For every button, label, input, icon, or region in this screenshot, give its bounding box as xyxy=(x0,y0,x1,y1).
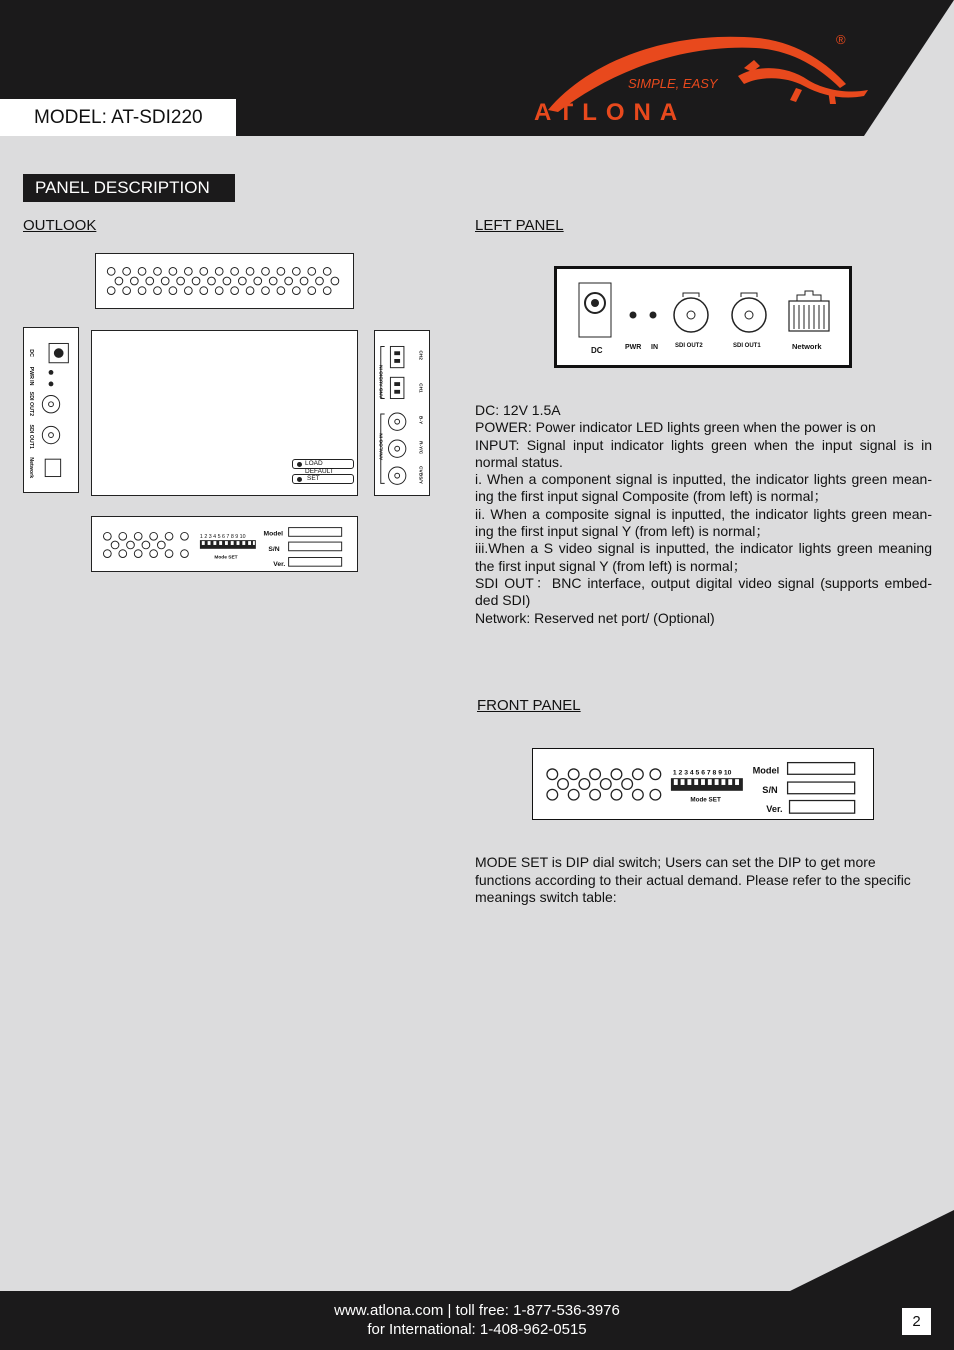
dip-numbers: 1 2 3 4 5 6 7 8 9 10 xyxy=(199,534,246,541)
left-label-network: Network xyxy=(792,342,822,351)
registered-mark: ® xyxy=(836,32,846,47)
side-label-cvbs-y: CVBS/Y xyxy=(417,466,423,484)
atlona-logo xyxy=(528,24,868,126)
mode-set-label: Mode SET xyxy=(214,555,238,561)
desc-input: INPUT: Signal input indicator lights green when the input signal is in normal status. xyxy=(475,436,932,470)
left-label-dc: DC xyxy=(591,346,603,355)
footer-website: www.atlona.com | toll free: 1-877-536-3976 xyxy=(334,1302,620,1319)
desc-composite: ii. When a composite signal is inputted, the indicator lights green mean-ing the first input signal Y (from left) is normal； xyxy=(475,505,932,540)
section-title: PANEL DESCRIPTION xyxy=(23,174,235,202)
side-label-sdi-out2: SDI OUT2 xyxy=(27,391,34,417)
outlook-front-view xyxy=(91,516,358,572)
left-label-sdi-out2: SDI OUT2 xyxy=(675,343,703,349)
side-label-r-y-c: R-Y/C xyxy=(417,440,423,455)
desc-power: POWER: Power indicator LED lights green when the power is on xyxy=(475,419,876,436)
side-label-sdi-out1: SDI OUT1 xyxy=(27,424,34,449)
outlook-right-side-view xyxy=(374,330,430,496)
page-number: 2 xyxy=(902,1308,931,1335)
left-panel-diagram xyxy=(554,266,852,368)
footer-international: for International: 1-408-962-0515 xyxy=(367,1321,587,1338)
footer-corner xyxy=(788,1210,954,1292)
logo-tagline: SIMPLE, EASY xyxy=(628,76,718,91)
field-sn-label: S/N xyxy=(268,545,280,553)
left-label-pwr: PWR xyxy=(625,344,642,351)
side-label-ch1: CH1 xyxy=(417,383,423,393)
front-mode-set-label: Mode SET xyxy=(690,796,721,804)
desc-network: Network: Reserved net port/ (Optional) xyxy=(475,609,715,626)
side-label-network: Network xyxy=(27,457,34,479)
led-icon xyxy=(297,462,302,467)
desc-sdi-out: SDI OUT：BNC interface, output digital video signal (supports embed-ded SDI) xyxy=(475,574,932,609)
front-field-model: Model xyxy=(752,765,780,776)
load-default-button xyxy=(292,459,354,475)
left-label-sdi-out1: SDI OUT1 xyxy=(733,343,761,349)
desc-component: i. When a component signal is inputted, the indicator lights green mean-ing the first input signal Composite (from left) is normal； xyxy=(475,471,932,505)
front-dip-numbers: 1 2 3 4 5 6 7 8 9 10 xyxy=(672,769,732,777)
field-model-label: Model xyxy=(263,530,284,538)
side-label-pwr: PWR xyxy=(27,366,34,379)
model-title: MODEL: AT-SDI220 xyxy=(0,99,236,136)
outlook-left-side-view xyxy=(23,327,79,493)
logo-brand: ATLONA xyxy=(534,99,687,126)
front-panel-description: MODE SET is DIP dial switch; Users can set the DIP to get more functions according to their actual demand. Please refer to the specific meanings switch table: xyxy=(475,854,911,905)
desc-dc: DC: 12V 1.5A xyxy=(475,402,561,418)
desc-svideo: iii.When a S video signal is inputted, the indicator lights green meaning the first input signal Y (from left) is normal； xyxy=(475,540,932,574)
side-label-analog-in: ANALOG IN xyxy=(379,433,385,461)
outlook-heading: OUTLOOK xyxy=(23,217,97,234)
outlook-main-view xyxy=(91,330,358,496)
front-panel-heading: FRONT PANEL xyxy=(477,697,581,714)
front-field-ver: Ver. xyxy=(766,804,783,815)
left-label-in: IN xyxy=(651,344,658,351)
front-panel-diagram xyxy=(532,748,874,820)
front-field-sn: S/N xyxy=(762,784,778,795)
set-button xyxy=(292,474,354,484)
side-label-in: IN xyxy=(27,380,34,386)
left-panel-heading: LEFT PANEL xyxy=(475,217,564,234)
header-corner-cut xyxy=(864,0,954,136)
led-icon xyxy=(297,477,302,482)
side-label-ch2: CH2 xyxy=(417,350,423,360)
left-panel-description xyxy=(475,402,932,627)
load-default-label: LOAD DEFAULT xyxy=(305,460,334,475)
side-label-b-y: B-Y xyxy=(417,415,423,425)
side-label-dc: DC xyxy=(27,349,34,357)
outlook-top-view xyxy=(95,253,354,309)
field-ver-label: Ver. xyxy=(273,561,286,569)
set-label: SET xyxy=(307,475,320,482)
footer-contact xyxy=(0,1301,954,1339)
side-label-ang-audio-in: ANG AUDIO IN xyxy=(379,365,385,399)
